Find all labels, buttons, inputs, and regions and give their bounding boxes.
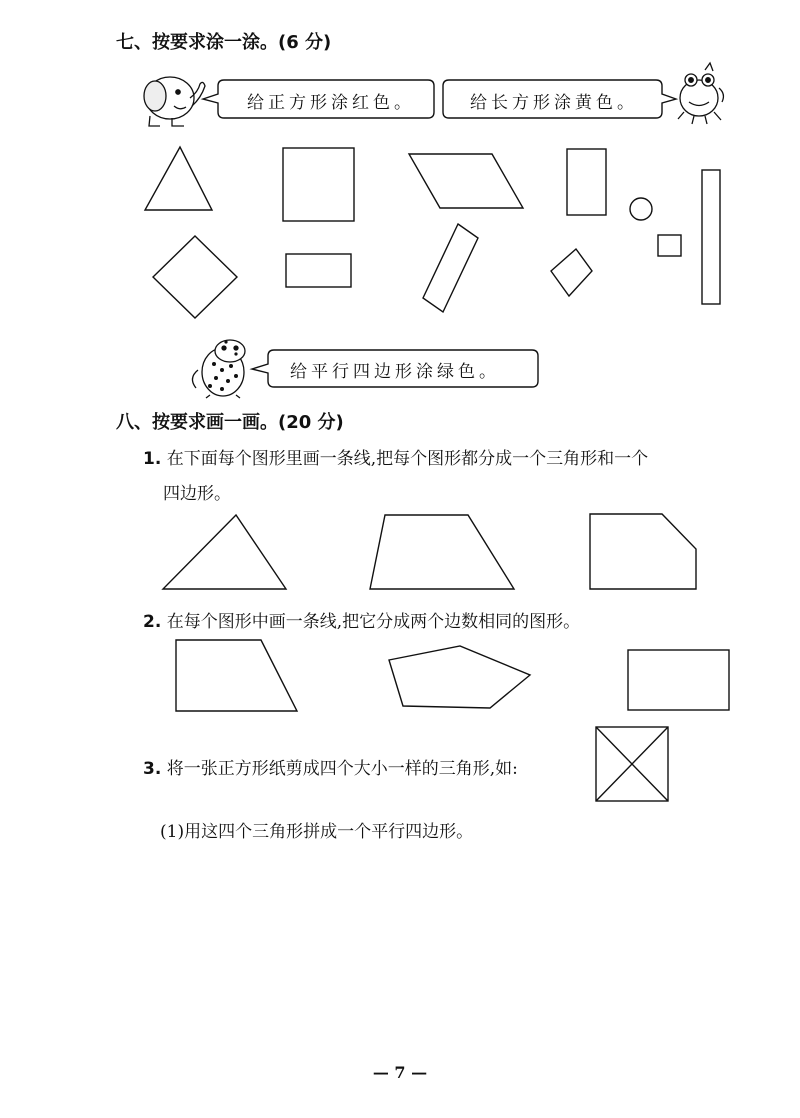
question-1-text: 在下面每个图形里画一条线,把每个图形都分成一个三角形和一个 (166, 449, 649, 469)
q2-trapezoid (176, 640, 297, 711)
wide-rectangle-shape (286, 254, 351, 287)
frog-mascot-icon (678, 63, 723, 124)
parallelogram-shape (409, 154, 523, 208)
rhombus-shape (551, 249, 592, 296)
question-3-text: 将一张正方形纸剪成四个大小一样的三角形,如: (166, 759, 518, 779)
leopard-mascot-icon (192, 340, 245, 398)
bubble-1-text: 给正方形涂红色。 (247, 93, 415, 113)
q2-rectangle (628, 650, 729, 710)
page-number: — 7 — (372, 1063, 428, 1082)
q1-trapezoid (370, 515, 514, 589)
q1-triangle (163, 515, 286, 589)
long-strip-rectangle-shape (702, 170, 720, 304)
bubble-2-text: 给长方形涂黄色。 (470, 93, 638, 113)
section-7-heading: 七、按要求涂一涂。(6 分) (116, 32, 332, 53)
diamond-square-shape (153, 236, 237, 318)
question-1 (143, 444, 648, 469)
bubble-3-text: 给平行四边形涂绿色。 (290, 362, 500, 382)
q3-example-square (596, 727, 668, 801)
question-3-subquestion-1: (1)用这四个三角形拼成一个平行四边形。 (160, 822, 474, 842)
elephant-mascot-icon (144, 77, 205, 126)
question-2 (143, 607, 580, 632)
triangle-shape (145, 147, 212, 210)
question-3 (143, 754, 518, 779)
question-2-text: 在每个图形中画一条线,把它分成两个边数相同的图形。 (166, 612, 581, 632)
tilted-rectangle-shape (423, 224, 478, 312)
question-1-number: 1. (143, 449, 162, 469)
circle-shape (630, 198, 652, 220)
question-1-text-continued: 四边形。 (163, 484, 231, 504)
square-shape (283, 148, 354, 221)
q2-pentagon (389, 646, 530, 708)
q1-pentagon (590, 514, 696, 589)
question-2-number: 2. (143, 612, 162, 632)
question-3-number: 3. (143, 759, 162, 779)
tall-rectangle-shape (567, 149, 606, 215)
section-8-heading: 八、按要求画一画。(20 分) (116, 412, 344, 433)
small-square-shape (658, 235, 681, 256)
